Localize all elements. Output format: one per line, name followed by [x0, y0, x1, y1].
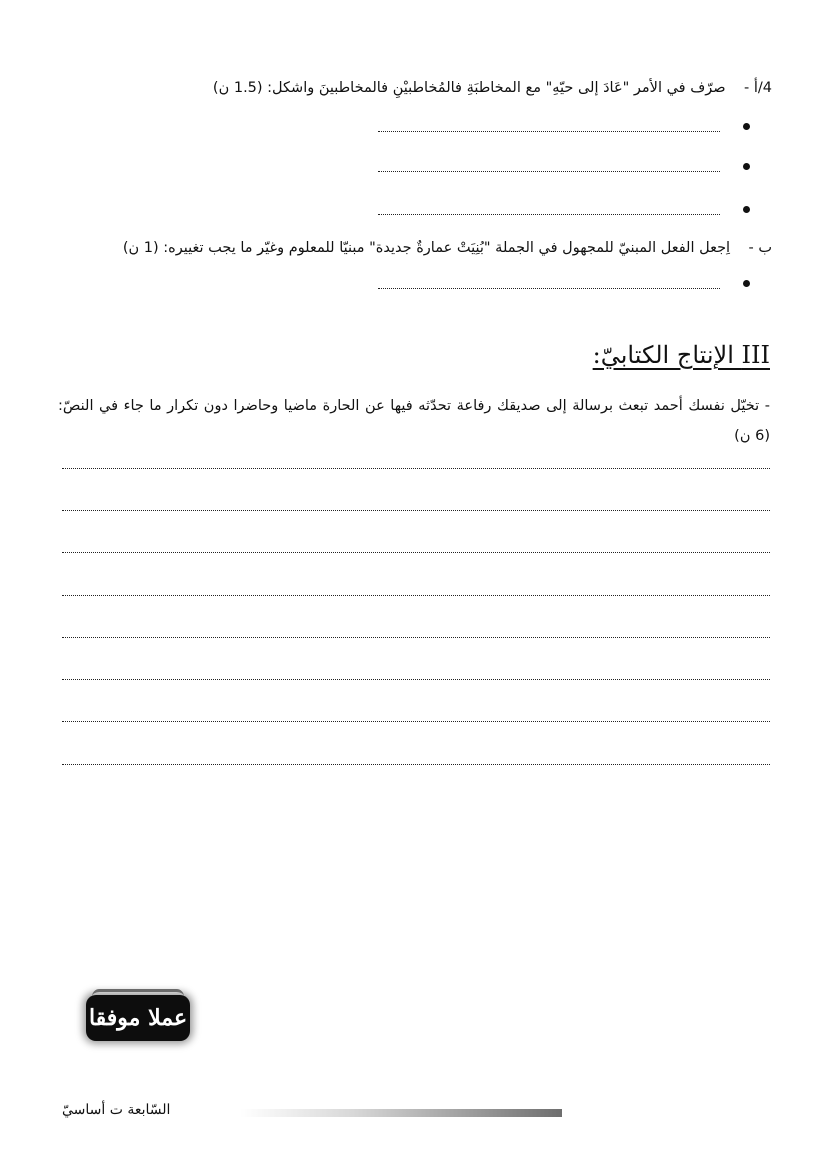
writing-line-1[interactable]: [62, 467, 770, 469]
writing-line-6[interactable]: [62, 678, 770, 680]
answer-line-4a-1[interactable]: [360, 117, 760, 137]
answer-line-4a-2[interactable]: [360, 157, 760, 177]
question-4a-label: 4/أ -: [744, 80, 772, 96]
writing-line-8[interactable]: [62, 763, 770, 765]
section-3-prompt: - تخيّل نفسك أحمد تبعث برسالة إلى صديقك رفاعة تحدّثه فيها عن الحارة ماضيا وحاضرا دون تكرار ما جاء في النصّ: (6 ن): [58, 398, 770, 444]
writing-line-5[interactable]: [62, 636, 770, 638]
bullet-icon: [743, 123, 750, 130]
bullet-icon: [743, 280, 750, 287]
good-luck-logo: [86, 995, 190, 1041]
dotted-answer-line: [378, 204, 720, 215]
dotted-answer-line: [378, 121, 720, 132]
answer-line-4b-1[interactable]: [360, 274, 760, 294]
writing-line-7[interactable]: [62, 720, 770, 722]
footer-gradient-bar: [240, 1109, 562, 1117]
bullet-icon: [743, 206, 750, 213]
bullet-icon: [743, 163, 750, 170]
question-4b-text: اِجعل الفعل المبنيّ للمجهول في الجملة "بُنِيَتْ عمارةٌ جديدة" مبنيّا للمعلوم وغيّر ما يجب تغييره: (1 ن): [122, 240, 731, 256]
writing-line-3[interactable]: [62, 551, 770, 553]
dotted-answer-line: [378, 278, 720, 289]
logo-ornament-icon: [92, 989, 184, 1004]
question-4b-label: ب -: [748, 240, 772, 256]
dotted-answer-line: [378, 161, 720, 172]
answer-line-4a-3[interactable]: [360, 200, 760, 220]
question-4a: [213, 80, 772, 96]
question-4a-text: صرّف في الأمر "عَادَ إلى حيّهِ" مع المخاطبَةِ فالمُخاطبيْنِ فالمخاطبينَ واشكل: (1.5 ن): [212, 80, 726, 96]
footer-level: السّابعة ت أساسيّ: [62, 1102, 171, 1118]
writing-line-2[interactable]: [62, 509, 770, 511]
logo-text: عملا موفقا: [88, 1005, 188, 1031]
writing-line-4[interactable]: [62, 594, 770, 596]
question-4b: [123, 240, 772, 256]
section-3-title: III الإنتاج الكتابيّ:: [592, 341, 770, 369]
